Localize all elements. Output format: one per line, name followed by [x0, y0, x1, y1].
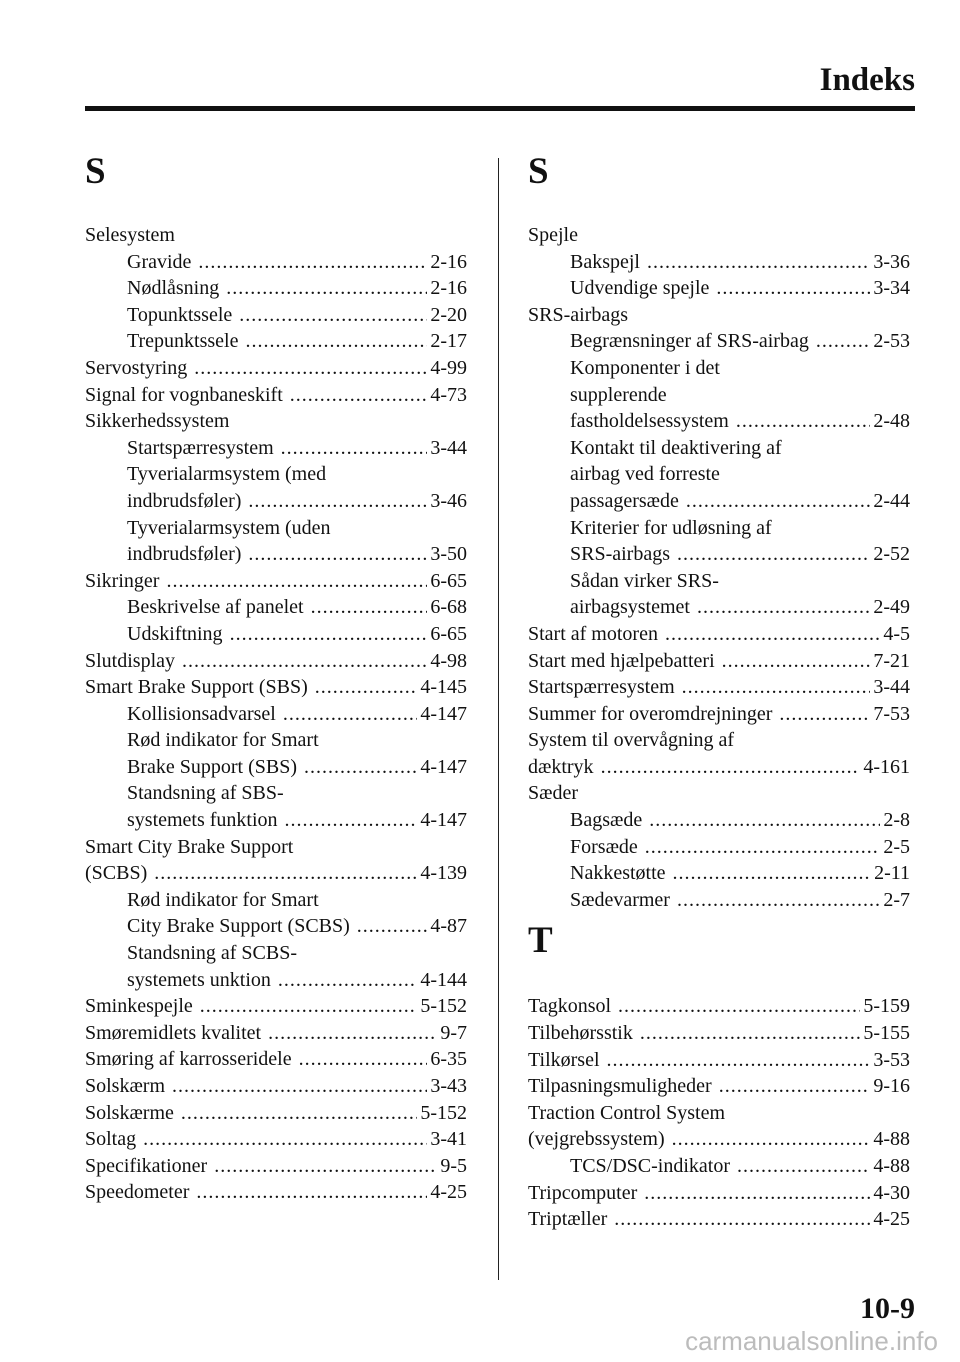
entry-term: airbagsystemet [570, 596, 690, 619]
index-entry [528, 754, 910, 781]
entry-page-ref: 2-49 [873, 596, 910, 619]
entry-page-ref: 3-43 [430, 1075, 467, 1097]
dot-leader [196, 1179, 427, 1206]
index-subentry [85, 541, 467, 568]
dot-leader [166, 568, 427, 595]
index-entry [85, 408, 467, 435]
entry-term: Sminkespejle [85, 995, 193, 1018]
dot-leader [719, 1073, 871, 1100]
header-rule [85, 106, 915, 111]
page-number: 10-9 [860, 1292, 915, 1325]
entry-term: Komponenter i det [570, 356, 720, 379]
index-entry [528, 1047, 910, 1074]
entry-page-ref: 2-8 [883, 809, 910, 832]
index-subentry [528, 515, 910, 542]
entry-term: Standsning af SBS- [127, 782, 284, 805]
index-subentry [528, 541, 910, 568]
index-subentry [528, 408, 910, 435]
entry-page-ref: 3-46 [430, 489, 467, 512]
entry-page-ref: 4-25 [430, 1181, 467, 1204]
entry-page-ref: 6-65 [430, 622, 467, 645]
index-entry-list [528, 993, 910, 1232]
index-subentry [85, 967, 467, 994]
index-entry [85, 1100, 467, 1127]
entry-page-ref: 5-159 [863, 995, 910, 1018]
index-subentry [85, 621, 467, 648]
index-entry [85, 1126, 467, 1153]
index-subentry [528, 887, 910, 914]
dot-leader [722, 648, 871, 675]
entry-term: TCS/DSC-indikator [570, 1155, 731, 1177]
entry-term: Smøremidlets kvalitet [85, 1021, 262, 1044]
entry-page-ref: 2-20 [430, 303, 467, 326]
dot-leader [194, 355, 427, 382]
entry-term: Beskrivelse af panelet [127, 596, 304, 619]
index-entry [528, 1206, 910, 1233]
entry-term: supplerende [570, 383, 667, 406]
entry-term: Signal for vognbaneskift [85, 383, 283, 406]
index-column-right [528, 150, 910, 1233]
index-subentry [85, 780, 467, 807]
dot-leader [647, 249, 870, 276]
index-entry [85, 382, 467, 409]
entry-term: Kontakt til deaktivering af [570, 436, 782, 459]
index-entry-list [528, 222, 910, 913]
dot-leader [640, 1020, 860, 1047]
watermark: carmanualsonline.info [685, 1326, 938, 1356]
entry-page-ref: 7-53 [873, 702, 910, 725]
dot-leader [665, 621, 880, 648]
index-entry-list [85, 222, 467, 1206]
dot-leader [283, 701, 417, 728]
index-entry [528, 302, 910, 329]
entry-term: Nødlåsning [127, 277, 220, 300]
entry-term: Solskærme [85, 1101, 174, 1124]
entry-term: System til overvågning af [528, 729, 735, 752]
entry-page-ref: 2-44 [873, 489, 910, 512]
entry-term: Soltag [85, 1128, 137, 1151]
entry-page-ref: 2-52 [873, 543, 910, 566]
entry-term: Rød indikator for Smart [127, 888, 319, 911]
dot-leader [304, 754, 417, 781]
entry-term: Trepunktssele [127, 330, 239, 353]
index-entry [85, 1046, 467, 1073]
index-entry [528, 648, 910, 675]
dot-leader [677, 541, 870, 568]
entry-term: Tyverialarmsystem (med [127, 463, 327, 486]
dot-leader [716, 275, 870, 302]
entry-page-ref: 3-53 [873, 1048, 910, 1071]
section-letter-s: S [85, 151, 106, 192]
dot-leader [357, 913, 428, 940]
entry-term: systemets funktion [127, 809, 278, 832]
index-subentry [85, 807, 467, 834]
index-entry [528, 1020, 910, 1047]
dot-leader [607, 1047, 871, 1074]
index-entry [85, 1153, 467, 1180]
entry-term: Speedometer [85, 1181, 190, 1204]
entry-term: Smart Brake Support (SBS) [85, 676, 308, 699]
index-entry [528, 222, 910, 249]
entry-term: Spejle [528, 224, 578, 246]
dot-leader [614, 1206, 870, 1233]
entry-term: Kollisionsadvarsel [127, 702, 276, 725]
entry-term: fastholdelsessystem [570, 410, 729, 433]
index-entry [85, 834, 467, 861]
entry-term: Summer for overomdrejninger [528, 702, 773, 725]
dot-leader [682, 674, 871, 701]
entry-page-ref: 2-5 [883, 835, 910, 858]
entry-page-ref: 9-5 [440, 1154, 467, 1177]
index-subentry [85, 754, 467, 781]
entry-term: Tilbehørsstik [528, 1022, 633, 1045]
entry-page-ref: 7-21 [873, 649, 910, 672]
entry-page-ref: 4-98 [430, 649, 467, 672]
index-entry [528, 993, 910, 1020]
entry-term: Bakspejl [570, 250, 640, 273]
index-subentry [528, 275, 910, 302]
index-entry [85, 568, 467, 595]
dot-leader [697, 594, 870, 621]
entry-term: Smøring af karrosseridele [85, 1048, 292, 1071]
index-entry [528, 621, 910, 648]
index-entry [528, 701, 910, 728]
entry-term: indbrudsføler) [127, 489, 242, 512]
entry-term: SRS-airbags [528, 303, 628, 326]
entry-term: (SCBS) [85, 862, 148, 885]
index-subentry [528, 1153, 910, 1180]
entry-term: airbag ved forreste [570, 463, 720, 486]
entry-page-ref: 6-35 [430, 1048, 467, 1071]
entry-term: Solskærm [85, 1075, 166, 1097]
index-entry [528, 1100, 910, 1127]
entry-page-ref: 3-44 [430, 436, 467, 459]
entry-page-ref: 9-16 [873, 1075, 910, 1098]
dot-leader [285, 807, 418, 834]
entry-term: Sædevarmer [570, 888, 670, 911]
entry-term: Startspærresystem [127, 436, 274, 459]
entry-term: Start af motoren [528, 622, 658, 645]
index-subentry [85, 913, 467, 940]
index-subentry [528, 355, 910, 382]
entry-term: Tyverialarmsystem (uden [127, 516, 331, 539]
entry-term: indbrudsføler) [127, 543, 242, 566]
entry-term: Standsning af SCBS- [127, 942, 298, 965]
entry-page-ref: 3-50 [430, 543, 467, 566]
index-entry [85, 222, 467, 249]
index-entry [85, 993, 467, 1020]
dot-leader [315, 674, 418, 701]
entry-page-ref: 3-34 [873, 277, 910, 300]
dot-leader [281, 435, 428, 462]
entry-page-ref: 4-145 [420, 676, 467, 699]
entry-page-ref: 5-152 [420, 995, 467, 1018]
entry-term: Forsæde [570, 835, 638, 858]
dot-leader [779, 701, 870, 728]
index-entry [85, 1073, 467, 1100]
dot-leader [278, 967, 417, 994]
index-entry [85, 1179, 467, 1206]
dot-leader [672, 1126, 871, 1153]
entry-page-ref: 2-16 [430, 250, 467, 273]
index-subentry [528, 860, 910, 887]
entry-term: Tilkørsel [528, 1048, 600, 1071]
index-subentry [528, 328, 910, 355]
dot-leader [601, 754, 861, 781]
entry-term: Begrænsninger af SRS-airbag [570, 330, 809, 353]
entry-term: Sikkerhedssystem [85, 410, 230, 433]
index-subentry [85, 515, 467, 542]
index-subentry [528, 594, 910, 621]
index-subentry [85, 940, 467, 967]
dot-leader [226, 275, 427, 302]
index-subentry [85, 701, 467, 728]
index-subentry [85, 302, 467, 329]
entry-page-ref: 2-16 [430, 277, 467, 300]
dot-leader [181, 1100, 417, 1127]
entry-page-ref: 4-147 [420, 809, 467, 832]
entry-term: Traction Control System [528, 1101, 726, 1124]
column-divider [498, 158, 499, 1280]
dot-leader [214, 1153, 437, 1180]
entry-term: Triptæller [528, 1208, 608, 1231]
entry-term: Startspærresystem [528, 676, 675, 699]
entry-term: Tilpasningsmuligheder [528, 1075, 712, 1098]
entry-term: Udskiftning [127, 622, 223, 645]
entry-term: dæktryk [528, 755, 594, 778]
entry-page-ref: 4-5 [883, 622, 910, 645]
entry-term: Slutdisplay [85, 649, 176, 672]
dot-leader [268, 1020, 437, 1047]
entry-page-ref: 2-17 [430, 330, 467, 353]
dot-leader [618, 993, 860, 1020]
index-entry [85, 648, 467, 675]
index-subentry [528, 382, 910, 409]
index-subentry [528, 834, 910, 861]
dot-leader [230, 621, 428, 648]
entry-page-ref: 3-44 [873, 676, 910, 699]
entry-term: Start med hjælpebatteri [528, 649, 715, 672]
index-subentry [85, 435, 467, 462]
entry-page-ref: 2-53 [873, 330, 910, 353]
entry-term: passagersæde [570, 489, 679, 512]
index-column-left [85, 150, 467, 1206]
index-entry [528, 674, 910, 701]
entry-page-ref: 6-65 [430, 569, 467, 592]
dot-leader [143, 1126, 427, 1153]
index-entry [85, 860, 467, 887]
dot-leader [686, 488, 870, 515]
dot-leader [673, 860, 872, 887]
entry-term: Sådan virker SRS- [570, 569, 719, 592]
entry-term: Specifikationer [85, 1154, 208, 1177]
dot-leader [200, 993, 418, 1020]
dot-leader [311, 594, 428, 621]
index-subentry [85, 488, 467, 515]
index-subentry [85, 249, 467, 276]
index-subentry [528, 461, 910, 488]
entry-term: Tagkonsol [528, 995, 612, 1018]
index-subentry [85, 275, 467, 302]
entry-term: Udvendige spejle [570, 277, 710, 300]
dot-leader [816, 328, 870, 355]
dot-leader [248, 488, 427, 515]
dot-leader [248, 541, 427, 568]
index-subentry [528, 568, 910, 595]
dot-leader [239, 302, 427, 329]
index-entry [528, 780, 910, 807]
index-subentry [85, 328, 467, 355]
entry-term: Bagsæde [570, 809, 643, 832]
dot-leader [172, 1073, 427, 1100]
index-subentry [85, 461, 467, 488]
index-subentry [528, 249, 910, 276]
section-letter-s: S [528, 151, 549, 192]
index-entry [528, 1073, 910, 1100]
entry-page-ref: 4-88 [873, 1155, 910, 1177]
index-subentry [85, 887, 467, 914]
entry-page-ref: 4-87 [430, 915, 467, 938]
dot-leader [736, 408, 870, 435]
dot-leader [649, 807, 880, 834]
index-subentry [528, 488, 910, 515]
entry-term: Gravide [127, 250, 192, 273]
index-entry [528, 1126, 910, 1153]
dot-leader [198, 249, 427, 276]
entry-page-ref: 3-36 [873, 250, 910, 273]
entry-term: Topunktssele [127, 303, 233, 326]
entry-term: systemets unktion [127, 968, 271, 991]
entry-page-ref: 4-99 [430, 356, 467, 379]
entry-page-ref: 4-88 [873, 1128, 910, 1151]
entry-page-ref: 4-30 [873, 1181, 910, 1204]
dot-leader [677, 887, 880, 914]
entry-term: SRS-airbags [570, 543, 670, 566]
index-subentry [528, 435, 910, 462]
entry-page-ref: 2-11 [874, 862, 910, 885]
index-subentry [528, 807, 910, 834]
dot-leader [299, 1046, 428, 1073]
entry-page-ref: 2-7 [883, 888, 910, 911]
index-entry [528, 727, 910, 754]
entry-term: Sikringer [85, 569, 160, 592]
entry-term: Nakkestøtte [570, 862, 666, 885]
entry-page-ref: 3-41 [430, 1128, 467, 1151]
entry-term: Brake Support (SBS) [127, 755, 297, 778]
entry-page-ref: 5-155 [863, 1022, 910, 1045]
index-subentry [85, 594, 467, 621]
entry-page-ref: 4-161 [863, 755, 910, 778]
entry-term: Smart City Brake Support [85, 835, 294, 858]
entry-term: (vejgrebssystem) [528, 1128, 665, 1151]
dot-leader [245, 328, 427, 355]
page-header-title: Indeks [819, 62, 915, 98]
dot-leader [644, 1180, 870, 1207]
dot-leader [290, 382, 428, 409]
index-entry [85, 1020, 467, 1047]
entry-page-ref: 4-73 [430, 383, 467, 406]
entry-page-ref: 6-68 [430, 596, 467, 619]
entry-term: Selesystem [85, 224, 175, 246]
entry-term: Tripcomputer [528, 1181, 638, 1204]
entry-page-ref: 4-147 [420, 755, 467, 778]
entry-page-ref: 5-152 [420, 1101, 467, 1124]
index-entry [85, 355, 467, 382]
index-entry [85, 674, 467, 701]
entry-term: City Brake Support (SCBS) [127, 915, 350, 938]
entry-term: Servostyring [85, 356, 188, 379]
entry-page-ref: 4-144 [420, 968, 467, 991]
entry-term: Sæder [528, 782, 578, 805]
index-subentry [85, 727, 467, 754]
entry-page-ref: 4-139 [420, 862, 467, 885]
entry-page-ref: 9-7 [440, 1021, 467, 1044]
entry-page-ref: 4-147 [420, 702, 467, 725]
dot-leader [154, 860, 417, 887]
entry-term: Kriterier for udløsning af [570, 516, 772, 539]
entry-term: Rød indikator for Smart [127, 729, 319, 752]
dot-leader [737, 1153, 870, 1180]
index-entry [528, 1180, 910, 1207]
dot-leader [182, 648, 427, 675]
section-letter-t: T [528, 920, 553, 962]
entry-page-ref: 2-48 [873, 410, 910, 433]
dot-leader [645, 834, 881, 861]
entry-page-ref: 4-25 [873, 1208, 910, 1231]
